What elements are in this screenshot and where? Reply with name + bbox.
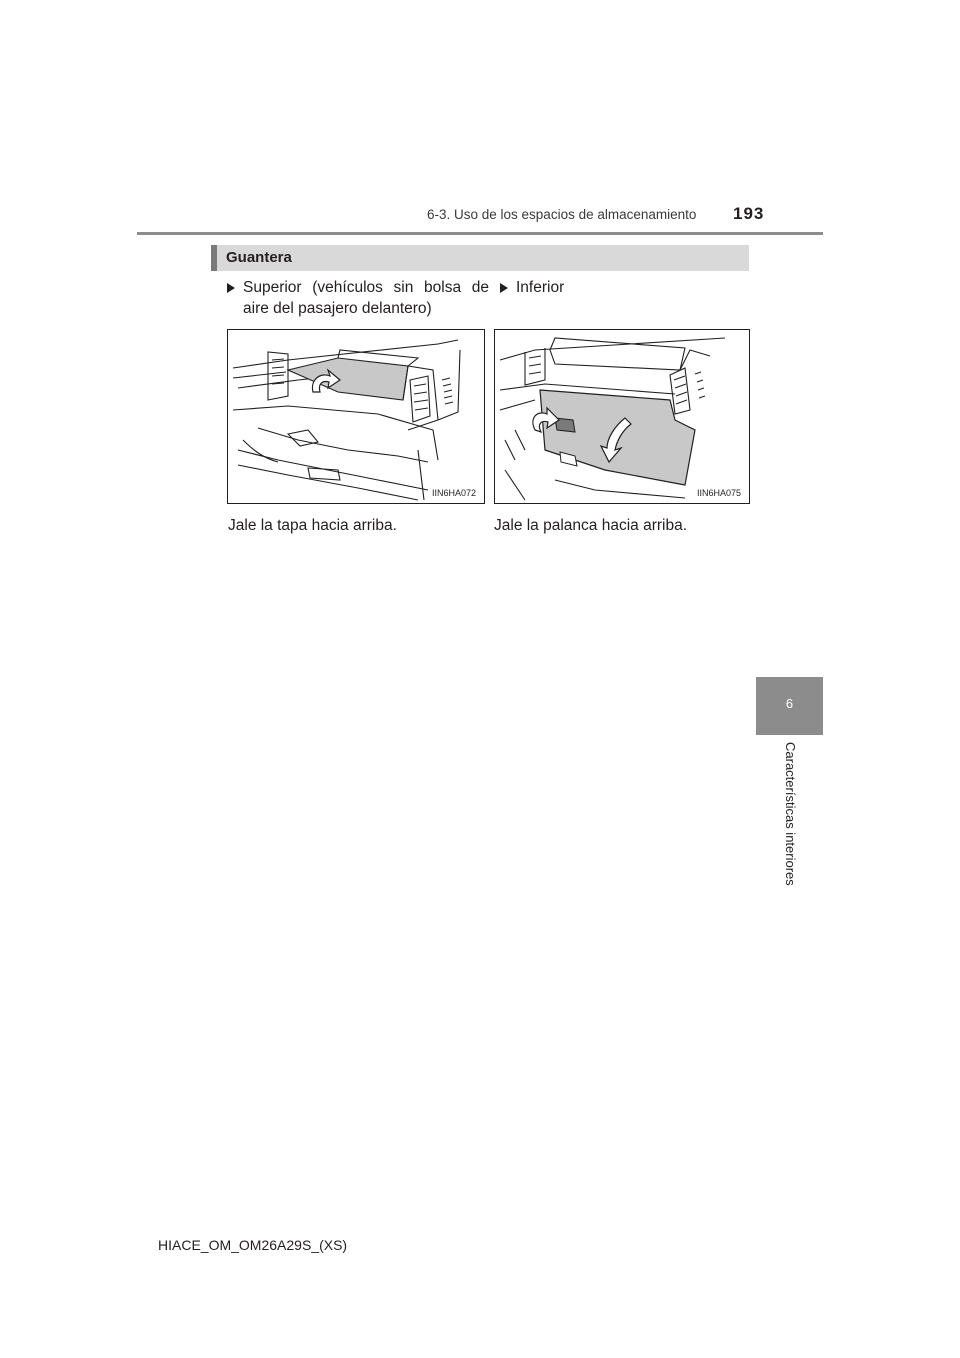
section-title: Guantera	[226, 249, 292, 266]
figure-code-lower: IIN6HA075	[696, 488, 741, 498]
title-bar-accent	[211, 245, 217, 271]
bullet-lower	[500, 277, 700, 299]
page-number: 193	[733, 204, 765, 223]
section-header: 6-3. Uso de los espacios de almacenamiento	[427, 207, 697, 222]
lower-glovebox-illustration	[495, 330, 749, 503]
bullet-triangle-icon	[500, 283, 508, 293]
chapter-title-vertical	[781, 742, 801, 892]
figure-lower-glovebox	[494, 329, 750, 504]
header-rule	[137, 232, 823, 235]
bullet-lower-label: Inferior	[516, 279, 565, 296]
bullet-triangle-icon	[227, 283, 235, 293]
bullet-upper-line1: Superior (vehículos sin bolsa de	[243, 279, 489, 296]
caption-lower: Jale la palanca hacia arriba.	[494, 517, 688, 534]
section-title-bar	[211, 245, 749, 271]
figure-upper-glovebox	[227, 329, 485, 504]
bullet-upper	[227, 277, 487, 321]
chapter-number: 6	[785, 696, 794, 711]
caption-upper: Jale la tapa hacia arriba.	[228, 517, 397, 534]
chapter-tab	[756, 677, 823, 735]
footer-document-code: HIACE_OM_OM26A29S_(XS)	[158, 1237, 348, 1253]
figure-code-upper: IIN6HA072	[431, 488, 476, 498]
chapter-title: Características interiores	[783, 742, 798, 886]
upper-glovebox-illustration	[228, 330, 484, 503]
bullet-upper-line2: aire del pasajero delantero)	[243, 300, 432, 317]
